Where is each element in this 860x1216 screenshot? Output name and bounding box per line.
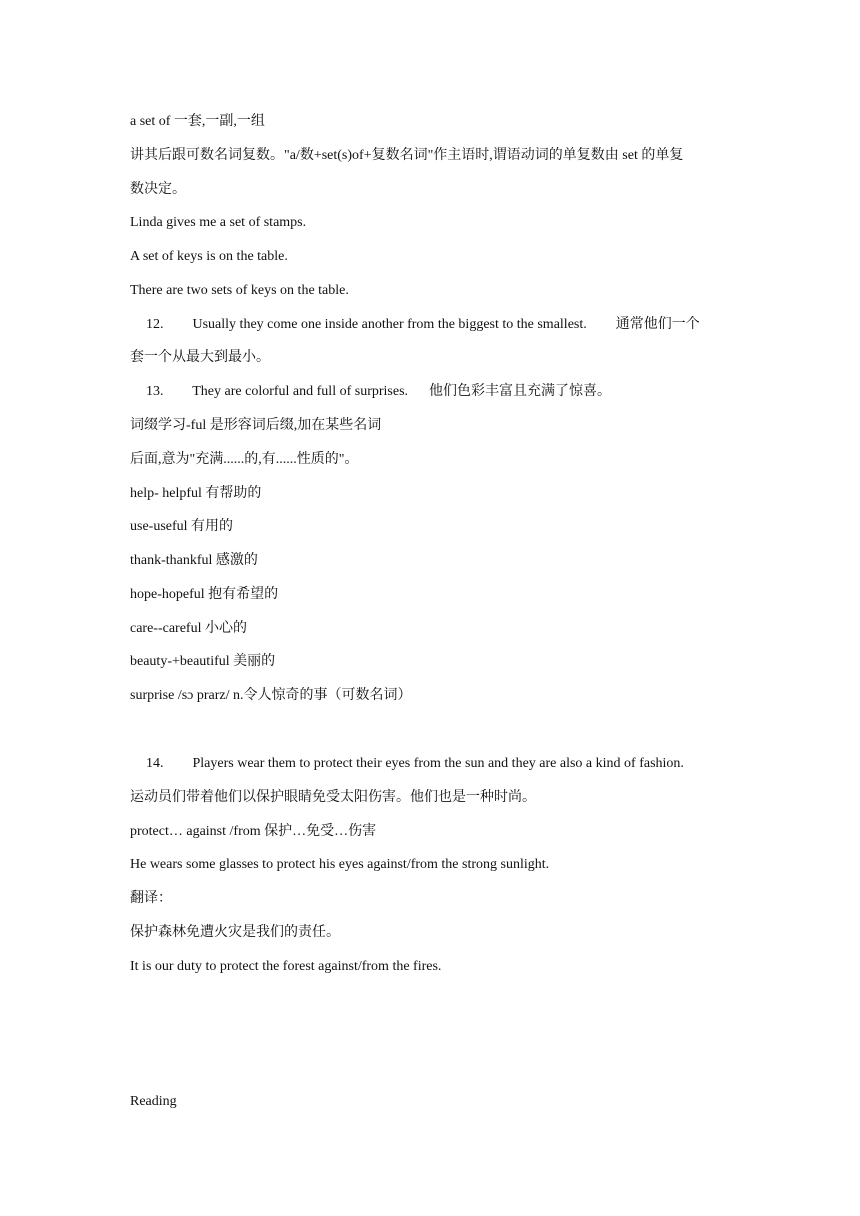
text-line: There are two sets of keys on the table. (130, 283, 349, 298)
text-line: 词缀学习-ful 是形容词后缀,加在某些名词 (130, 418, 382, 433)
text-line: He wears some glasses to protect his eyes against/from the strong sunlight. (130, 857, 550, 872)
text-line: care--careful 小心的 (130, 621, 247, 636)
text-line: hope-hopeful 抱有希望的 (130, 587, 279, 602)
text-line: 数决定。 (130, 182, 186, 197)
text-line: Linda gives me a set of stamps. (130, 215, 307, 230)
text-line: 后面,意为"充满......的,有......性质的"。 (130, 452, 359, 467)
text-line: thank-thankful 感激的 (130, 553, 258, 568)
text-line: 运动员们带着他们以保护眼睛免受太阳伤害。他们也是一种时尚。 (130, 790, 536, 805)
item-translation: 通常他们一个 (615, 317, 700, 332)
text-line: protect… against /from 保护…免受…伤害 (130, 824, 377, 839)
item-text: Usually they come one inside another from the biggest to the smallest. (192, 317, 587, 332)
numbered-item-14 (146, 754, 684, 774)
item-text: Players wear them to protect their eyes from the sun and they are also a kind of fashion. (192, 756, 684, 771)
text-line: help- helpful 有帮助的 (130, 486, 262, 501)
text-line: A set of keys is on the table. (130, 249, 288, 264)
text-line: 讲其后跟可数名词复数。"a/数+set(s)of+复数名词"作主语时,谓语动词的单复数由 set 的单复 (130, 148, 684, 163)
numbered-item-12 (146, 315, 700, 335)
section-heading: Reading (130, 1094, 177, 1109)
text-line: surprise /sɔ prarz/ n.令人惊奇的事（可数名词） (130, 688, 412, 703)
numbered-item-13 (146, 382, 611, 402)
text-line: use-useful 有用的 (130, 519, 234, 534)
text-line: 保护森林免遭火灾是我们的责任。 (130, 925, 340, 940)
item-text: They are colorful and full of surprises. (192, 384, 409, 399)
item-translation: 他们色彩丰富且充满了惊喜。 (429, 384, 612, 399)
text-line: 翻译： (130, 891, 172, 906)
item-number: 13. (146, 384, 164, 399)
text-line: a set of 一套,一副,一组 (130, 114, 265, 129)
text-line: beauty-+beautiful 美丽的 (130, 654, 276, 669)
text-line: It is our duty to protect the forest against/from the fires. (130, 959, 442, 974)
text-line: 套一个从最大到最小。 (130, 350, 270, 365)
item-number: 12. (146, 317, 164, 332)
item-number: 14. (146, 756, 164, 771)
